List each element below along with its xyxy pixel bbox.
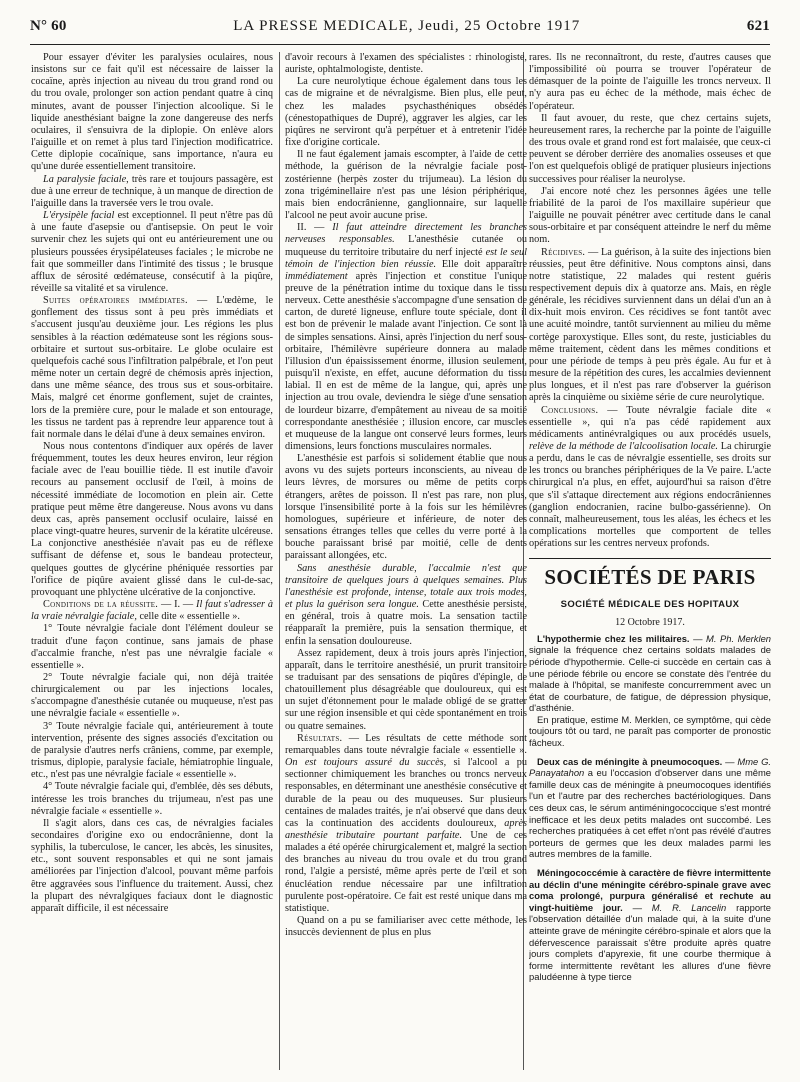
emphasis: La paralysie faciale: [43, 173, 127, 185]
paragraph: 3° Toute névralgie faciale qui, antérieurement à toute intervention, présente des signes associés d'excitation ou de paralysie d'autres nerfs crâniens, comme, par exemple, trismus, diplopie, paralysie faciale, hémiatrophie linguale, etc., n'est pas une névralgie faciale « essentielle ».: [31, 720, 273, 781]
paragraph: Nous nous contentons d'indiquer aux opérés de laver fréquemment, toutes les deux heures environ, leur région faciale avec de l'eau bouillie tiède. Il est inutile d'avoir recours au pansement occlusif de l'œil, à moins de nécessité immédiate de locomotion en plein air. Cette pratique peut même être dangereuse. Nous avons vu dans deux cas, après pansement occlusif oculaire, laissé en place vingt-quatre heures, survenir de la kératite ulcéreuse. La conjonctive anesthésiée n'avait pas eu de réflexe suffisant de défense et, sous le bandeau protecteur, quelques gouttes de glycérine phéniquée ressorties par l'orifice de piqûre avaient glissé dans le cul-de-sac, provoquant une phlyctène ulcérative de la conjonctive.: [31, 441, 273, 598]
report-title: Méningococcémie à caractère de fièvre intermittente au déclin d'une méningite cérébro-spinale grave avec coma prolongé, purpura généralisé et rechute au vingt-huitième jour.: [529, 867, 771, 913]
paragraph: Quand on a pu se familiariser avec cette méthode, les insuccès deviennent de plus en plus: [285, 915, 527, 939]
emphasis: est le seul témoin de l'injection bien réussie.: [285, 246, 527, 270]
emphasis: Il faut atteindre directement les branches nerveuses responsables.: [285, 222, 527, 246]
report-text: rapporte l'observation détaillée d'un malade qui, à la suite d'une atteinte grave de méningite cérébro-spinale et alors que la défervescence paraissait s'être produite après quatre jours complets d'apyrexie, fit une courbe thermique à forme intermittente revêtant les allures d'une fièvre paludéenne à type tierce: [529, 901, 771, 983]
paragraph-text: — La guérison, à la suite des injections bien réussies, peut être définitive. Nous comptons ainsi, dans notre statistique, 22 malades qui restent guéris respectivement depuis dix à quatorze ans. Mais, en règle générale, les récidives surviennent dans un délai d'un an à dix-huit mois environ. Ces récidives se font tantôt avec une acuité moindre, tantôt surviennent au milieu du même cortège paroxystique. Elles sont, du reste, justiciables du même traitement, cèdent dans les mêmes conditions et pour une période de temps à peu près égale. Au fur et à mesure de la répétition des cures, les accalmies deviennent plus longues, et il n'est pas rare d'observer la guérison après la cinquième ou sixième série de cure neurolytique.: [529, 246, 771, 404]
paragraph: Pour essayer d'éviter les paralysies oculaires, nous insistons sur ce fait qu'il est nécessaire de laisser la cocaïne, après injection au niveau du trou grand rond ou du trou ovale, prolonger son action pendant quatre à cinq minutes, avant de pousser l'injection alcoolique. Si le liquide anesthésiant baigne la zone dangereuse des nerfs oculaires, il s'ensuivra de la diplopie. On enlève alors l'aiguille et on remet à plus tard l'injection modificatrice. Cette diplopie cocaïnique, sans importance, n'aura eu qu'une durée essentiellement transitoire.: [31, 52, 273, 173]
report: [529, 633, 771, 714]
paragraph: La cure neurolytique échoue également dans tous les cas de migraine et de névralgisme. Bien plus, elle peut, chez les malades psychasthéniques obsédés (cénestopathiques de Dupré), aggraver les algies, car les piqûres ne serviront qu'à perpétuer et à entretenir l'idée fixe d'origine corticale.: [285, 76, 527, 149]
report: [529, 867, 771, 983]
emphasis: Il faut s'adresser à la vraie névralgie faciale,: [31, 599, 273, 623]
column-3: [529, 52, 771, 1074]
paragraph-text: Une de ces malades a été opérée chirurgicalement et, malgré la section des branches au niveau du trou ovale et du trou grand rond, l'algie a persisté, même après perte de l'œil et son énucléation rendue nécessaire par une infiltration purulente post-opératoire. Ce fait est resté unique dans ma statistique.: [285, 830, 527, 914]
paragraph-text: Elle doit apparaître: [436, 258, 527, 270]
paragraph: [31, 210, 273, 295]
column-1: [31, 52, 273, 1074]
paragraph-text: après l'injection et constitue l'unique preuve de la pénétration intime du toxique dans le tissu nerveux. Cette anesthésie s'accompagne d'une sensation de carton, de dureté ligneuse, enflure toute spéciale, dont il est bon de prévenir le malade avant l'injection. Ce sont là de simples sensations. Ainsi, après l'injection du nerf sous-orbitaire, l'hémilèvre supérieure donnera au malade l'illusion d'un épaississement énorme, illusion seulement, puisqu'il n'existe, en effet, aucune déformation du tissu labial. Il en est de même de la langue, qui, après une injection au trou ovale, deviendra le siège d'une sensation de lourdeur bizarre, d'empâtement au niveau de sa moitié correspondante anesthésiée ; illusion encore, car muscles et muqueuse de la langue ont conservé leurs formes, leurs dimensions, leurs fonctions musculaires normales.: [285, 270, 527, 452]
paragraph-text: L'anesthésie cutanée ou muqueuse du territoire tributaire du nerf injecté: [285, 234, 527, 258]
paragraph: rares. Ils ne reconnaîtront, du reste, d'autres causes que l'impossibilité où pourra se trouver l'opérateur de démasquer de la pointe de l'aiguille les troncs nerveux. Il n'y aura pas eu échec de la méthode, mais échec de l'opérateur.: [529, 52, 771, 112]
report: En pratique, estime M. Merklen, ce symptôme, qui cède toujours tôt ou tard, ne paraît pas comporter de pronostic fâcheux.: [529, 713, 771, 749]
section-heading: Résultats.: [297, 732, 343, 744]
paragraph-text: — L'œdème, le gonflement des tissus sont à peu près immédiats et s'accusent jusqu'au deuxième jour. Les régions les plus sensibles à la réaction œdémateuse sont les régions sous-orbitaire et surtout sus-orbitaire. Le globe oculaire est quelquefois caché sous l'infiltration palpébrale, et l'on peut même noter un certain degré de chémosis après injection, dans une même séance, des trous sus et sous-orbitaire. Mais, malgré cet énorme gonflement, sujet de craintes, lors de la première cure, pour le malade et son entourage, les tissus ne tardent pas à reprendre leur apparence tout à fait normale dans le délai d'une à deux semaines environ.: [31, 295, 273, 440]
page-header: [30, 18, 770, 40]
paragraph-text: — Toute névralgie faciale dite « essentielle », qui n'a pas cédé rapidement aux médicaments antinévralgiques ou aux procédés usuels,: [529, 404, 771, 440]
emphasis: relève de la méthode de l'alcoolisation locale.: [529, 441, 718, 452]
paragraph: 1° Toute névralgie faciale dont l'élément douleur se traduit d'une façon continue, sans jamais de phase d'accalmie franche, n'est pas une névralgie faciale « essentielle ».: [31, 623, 273, 671]
emphasis: L'érysipèle facial: [43, 210, 115, 222]
section-heading: Suites opératoires immédiates.: [43, 295, 188, 307]
paragraph-text: — Les résultats de cette méthode sont remarquables dans toute névralgie faciale « essentielle ».: [285, 732, 527, 756]
report-text: signale la fréquence chez certains soldats malades de période d'hypothermie. Celle-ci succède en certain cas à une période fébrile ou encore se constate dès l'entrée du malade à l'hôpital, se manifeste concurremment avec un état de courbature, de fatigue, de dépression physique, d'asthénie.: [529, 644, 771, 714]
column-2: [285, 52, 527, 1074]
paragraph-text: celle dite « essentielle ».: [136, 611, 240, 623]
paragraph: 2° Toute névralgie faciale qui, non déjà traitée chirurgicalement ou par les injections locales, s'accompagne d'anesthésie cutanée ou muqueuse, n'est pas une névralgie faciale « essentielle ».: [31, 671, 273, 720]
report-author: — M. R. Lancelin: [622, 901, 727, 913]
paragraph: d'avoir recours à l'examen des spécialistes : rhinologiste, auriste, ophtalmologiste, dentiste.: [285, 52, 527, 76]
emphasis: immédiatement: [285, 270, 348, 282]
report: [529, 756, 771, 860]
paragraph: [31, 174, 273, 210]
paragraph: Il s'agit alors, dans ces cas, de névralgies faciales secondaires d'origine exo ou endocrânienne, dont la syphilis, la tuberculose, le cancer, les abcès, les sinusites, etc., sont souvent responsables et qui ne sont jamais améliorées par l'injection d'alcool, pouvant même parfois être aggravées sous l'influence du traitement. Aussi, chez la plupart des névralgiques faciaux dont le diagnostic apparaît difficile, il est nécessaire: [31, 817, 273, 914]
paragraph: L'anesthésie est parfois si solidement établie que nous avons vu des sujets porteurs inconscients, au niveau de leurs lèvres, de morsures ou même de petits corps étrangers, arêtes de poisson. Il n'est pas rare, non plus, lorsque l'insensibilité porte à la fois sur les hémilèvres homologues, supérieure et inférieure, de noter des sensations étranges telles que celles du verre porté à la bouche paraissant brisé par moitié, celle de dents paraissant allongées, etc.: [285, 453, 527, 562]
paragraph-text: La chirurgie a perdu, dans le cas de névralgie essentielle, ses droits sur les troncs ou branches périphériques de la Ve paire. L'acte chirurgical n'a plus, en effet, aujourd'hui sa raison d'être que s'il s'attaque directement aux régions endocrâniennes (ganglion endocranien, racine bulbo-gassérienne). On connaît, malheureusement, tous les aléas, les échecs et les complications mortelles que comportent de telles opérations sur les centres nerveux profonds.: [529, 441, 771, 550]
issue-number: N° 60: [30, 18, 67, 34]
paragraph: Il faut avouer, du reste, que chez certains sujets, heureusement rares, la recherche par la pointe de l'aiguille des trous ovale et grand rond est fort malaisée, que ceux-ci peuvent se dérober derrière des anomalies osseuses et que l'on est quelquefois obligé de pratiquer plusieurs injections successives pour réaliser la neurolyse.: [529, 112, 771, 185]
section-heading: Conclusions.: [541, 404, 599, 416]
section-heading: Récidives.: [541, 246, 586, 258]
section-title: SOCIÉTÉS DE PARIS: [544, 565, 756, 590]
report-title: Deux cas de méningite à pneumocoques.: [537, 755, 723, 767]
paragraph-text: II. —: [297, 222, 333, 234]
paragraph-text: , très rare et toujours passagère, est due à une erreur de technique, à un manque de direction de l'aiguille dans la traversée vers le trou ovale.: [31, 173, 273, 209]
society-name: SOCIÉTÉ MÉDICALE DES HOPITAUX: [560, 599, 740, 611]
paragraph: J'ai encore noté chez les personnes âgées une telle friabilité de la paroi de l'os maxillaire supérieur que l'aiguille ne pouvait pénétrer avec certitude dans le canal sous-orbitaire et par conséquent atteindre le nerf du même nom.: [529, 185, 771, 246]
paragraph-text: Cette anesthésie persiste, en général, trois à quatre mois. La sensation tactile réapparaît la première, puis la sensation thermique, et enfin la sensation douloureuse.: [285, 599, 527, 647]
paragraph: [529, 247, 771, 405]
page-number: 621: [746, 18, 770, 34]
paragraph: [285, 563, 527, 648]
paragraph: [285, 222, 527, 453]
report-title: L'hypothermie chez les militaires.: [537, 632, 690, 644]
paragraph-text: — I. —: [158, 599, 197, 611]
paragraph: [529, 405, 771, 551]
emphasis: On est toujours assuré du succès,: [285, 757, 447, 769]
section-heading: Conditions de la réussite.: [43, 599, 159, 611]
paragraph-text: si l'alcool a pu sectionner chimiquement les branches ou troncs nerveux responsables, en déterminant une anesthésie consécutive et durable de la peau ou des muqueuses. Sur plusieurs centaines de malades traités, je n'ai observé que dans deux cas la continuation des accidents douloureux,: [285, 757, 527, 829]
section-rule: [529, 558, 771, 559]
paragraph: [31, 599, 273, 623]
emphasis: après anesthésie tributaire pourtant parfaite.: [285, 817, 527, 841]
emphasis: Sans anesthésie durable, l'accalmie n'est que transitoire de quelques jours à quelques semaines. Plus l'anesthésie est profonde, intense, totale aux trois modes, et plus la guérison sera longue.: [285, 562, 527, 611]
paragraph-text: est exceptionnel. Il peut n'être pas dû à une faute d'asepsie ou d'antisepsie. On peut le voir survenir chez les sujets qui ont eu antérieurement une ou plusieurs poussées érysipélateuses faciales ; le microbe ne fait que sommeiller dans l'intimité des tissus ; le brusque afflux de sérosité œdémateuse, consécutif à la piqûre, réveille sa vitalité et sa virulence.: [31, 210, 273, 294]
paragraph: Il ne faut également jamais escompter, à l'aide de cette méthode, la guérison de la névralgie faciale post-zostérienne (herpès zoster du trijumeau). La lésion du zona trigéminellaire n'est pas une lésion périphérique, mais bien endocrânienne, ganglionnaire, sur laquelle l'alcool ne peut avoir aucune prise.: [285, 149, 527, 222]
paragraph: [31, 295, 273, 441]
header-rule: [30, 44, 770, 45]
report-author: — M. Ph. Merklen: [689, 632, 771, 644]
paragraph: [285, 733, 527, 915]
paragraph: 4° Toute névralgie faciale qui, d'emblée, dès ses débuts, intéresse les trois branches du trijumeau, n'est pas une névralgie faciale « essentielle ».: [31, 781, 273, 817]
paragraph: Assez rapidement, deux à trois jours après l'injection, apparaît, dans le territoire anesthésié, un prurit transitoire se traduisant par des sensations de piqûres d'épingle, de chatouillement plus désagréable que douloureux, qui est un sujet d'étonnement pour le malade obligé de se gratter sur une région insensible et qui cède spontanément en trois ou quatre semaines.: [285, 647, 527, 732]
session-date: 12 Octobre 1917.: [615, 616, 685, 628]
society-reports: [529, 633, 771, 983]
report-text: a eu l'occasion d'observer dans une même famille deux cas de méningite à pneumocoques identifiés l'un et l'autre par des recherches bactériologiques. Dans ces deux cas, le sérum antiméningococcique s'est montré inefficace et les deux petits malades ont succombé. Les recherches pratiquées à cet effet n'ont pas révélé d'autres porteurs de germes que les deux malades parmi les autres membres de la famille.: [529, 767, 771, 860]
report-author: — Mme G. Panayatahon: [529, 755, 771, 779]
journal-title: LA PRESSE MEDICALE, Jeudi, 25 Octobre 1917: [233, 18, 581, 34]
article-columns: [31, 52, 771, 1074]
